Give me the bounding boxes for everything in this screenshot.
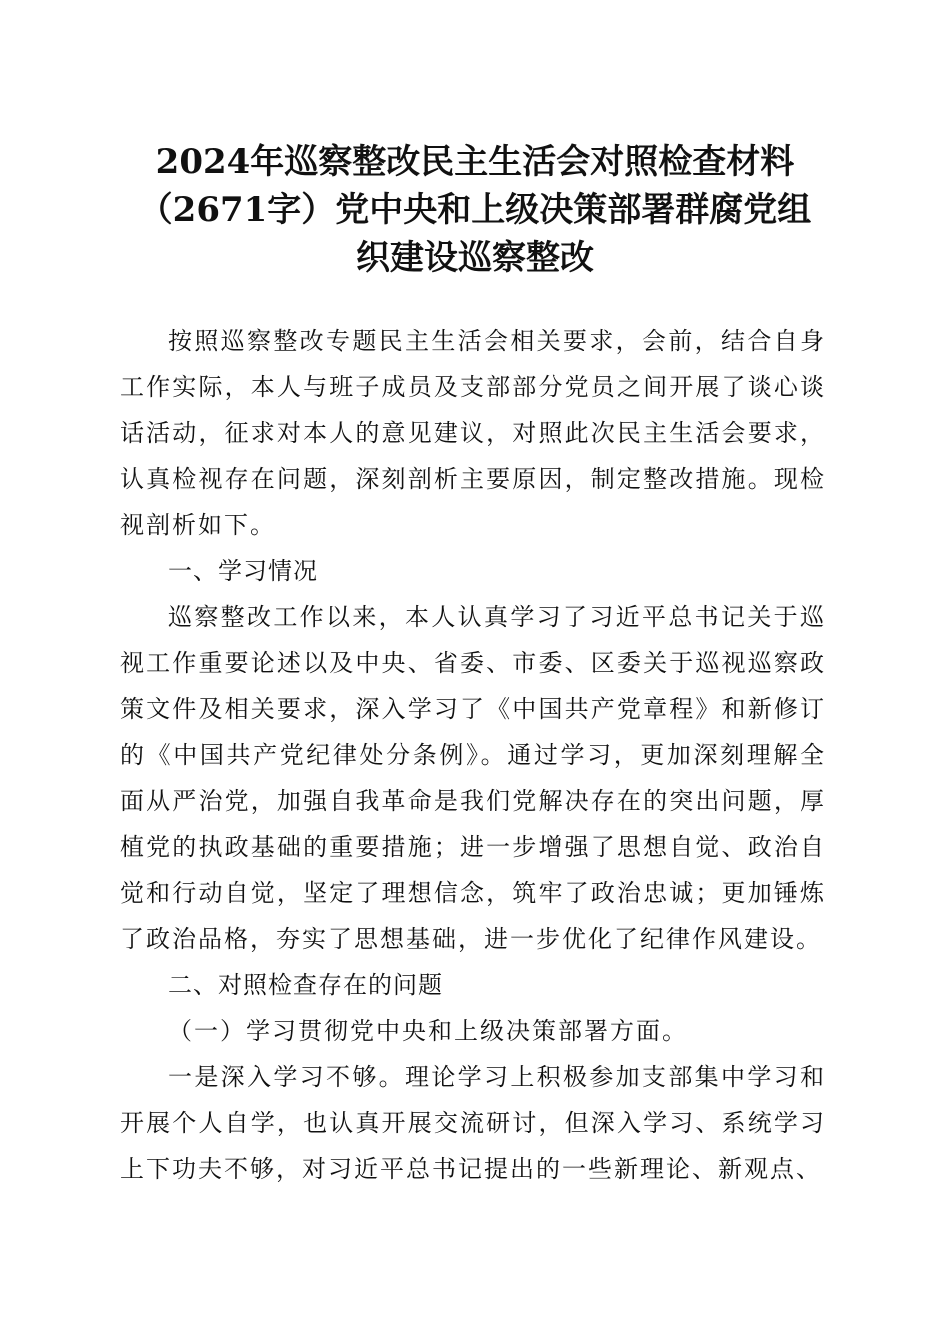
- intro-paragraph: 按照巡察整改专题民主生活会相关要求，会前，结合自身工作实际，本人与班子成员及支部部分党员之间开展了谈心谈话活动，征求对本人的意见建议，对照此次民主生活会要求，认真检视存在问题，深刻剖析主要原因，制定整改措施。现检视剖析如下。: [120, 327, 826, 539]
- section-2-heading: 二、对照检查存在的问题: [168, 971, 443, 999]
- document-title: [120, 138, 830, 282]
- section-2-paragraph: 一是深入学习不够。理论学习上积极参加支部集中学习和开展个人自学，也认真开展交流研讨，但深入学习、系统学习上下功夫不够，对习近平总书记提出的一些新理论、新观点、: [120, 1063, 826, 1183]
- document-body: [120, 318, 826, 1192]
- title-line-1: 2024年巡察整改民主生活会对照检查材料: [155, 142, 795, 182]
- title-line-3: 织建设巡察整改: [356, 238, 594, 278]
- section-1-paragraph: 巡察整改工作以来，本人认真学习了习近平总书记关于巡视工作重要论述以及中央、省委、市委、区委关于巡视巡察政策文件及相关要求，深入学习了《中国共产党章程》和新修订的《中国共产党纪律处分条例》。通过学习，更加深刻理解全面从严治党，加强自我革命是我们党解决存在的突出问题，厚植党的执政基础的重要措施；进一步增强了思想自觉、政治自觉和行动自觉，坚定了理想信念，筑牢了政治忠诚；更加锤炼了政治品格，夯实了思想基础，进一步优化了纪律作风建设。: [120, 603, 826, 953]
- section-1-heading: 一、学习情况: [168, 557, 318, 585]
- section-2-subheading: （一）学习贯彻党中央和上级决策部署方面。: [168, 1017, 688, 1045]
- title-line-2: （2671字）党中央和上级决策部署群腐党组: [138, 190, 812, 230]
